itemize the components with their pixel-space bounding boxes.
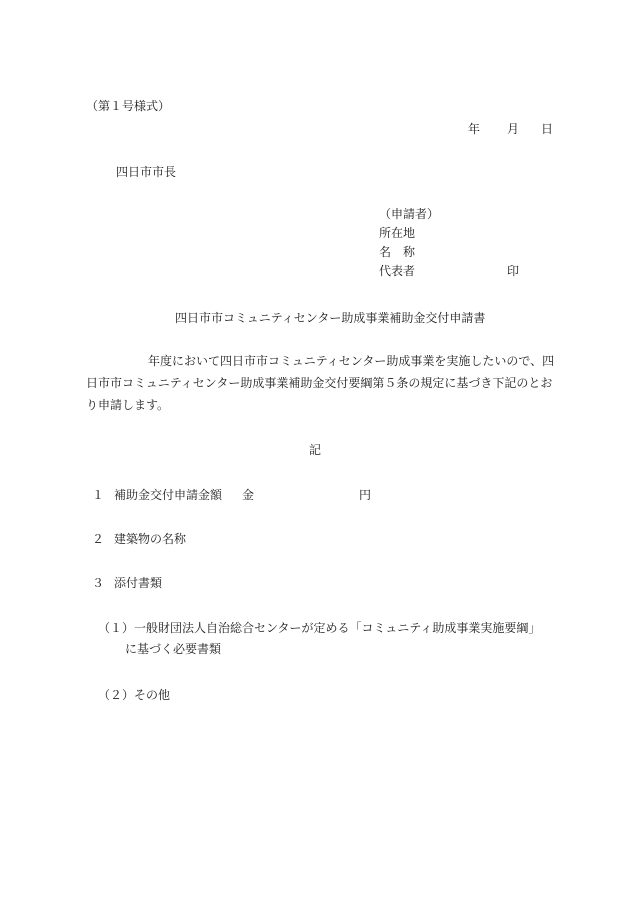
sub-item-2-number: （２） (98, 688, 135, 702)
form-number: （第１号様式） (86, 99, 171, 113)
sub-item-1-number: （１） (98, 621, 135, 635)
item-2-number: ２ (92, 532, 105, 546)
date-month: 月 (507, 122, 520, 136)
item-1-unit: 円 (359, 488, 372, 502)
item-3-label: 添付書類 (114, 576, 163, 590)
seal-mark: 印 (507, 264, 520, 278)
ki-heading: 記 (309, 443, 322, 457)
body-line-1: 年度において四日市市コミュニティセンター助成事業を実施したいので、四 (148, 354, 555, 368)
applicant-heading: （申請者） (379, 207, 440, 221)
document-title: 四日市市コミュニティセンター助成事業補助金交付申請書 (175, 311, 486, 325)
applicant-address-label: 所在地 (379, 226, 416, 240)
date-day: 日 (541, 122, 554, 136)
date-year: 年 (468, 122, 481, 136)
addressee: 四日市市長 (116, 165, 177, 179)
item-1-label: 補助金交付申請金額 (114, 488, 223, 502)
body-line-2: 日市市コミュニティセンター助成事業補助金交付要綱第５条の規定に基づき下記のとお (86, 376, 553, 390)
sub-item-2-line-1: その他 (134, 688, 171, 702)
item-1-number: １ (92, 488, 105, 502)
body-paragraph (86, 350, 555, 416)
item-1-prefix: 金 (242, 488, 255, 502)
body-line-3: り申請します。 (86, 398, 170, 412)
sub-item-1-line-1: 一般財団法人自治総合センターが定める「コミュニティ助成事業実施要綱」 (134, 621, 541, 635)
sub-item-1-line-2: に基づく必要書類 (125, 642, 222, 656)
item-3-number: ３ (92, 576, 105, 590)
item-2-label: 建築物の名称 (114, 532, 187, 546)
applicant-name-label: 名 称 (379, 245, 416, 259)
applicant-representative-label: 代表者 (379, 264, 416, 278)
